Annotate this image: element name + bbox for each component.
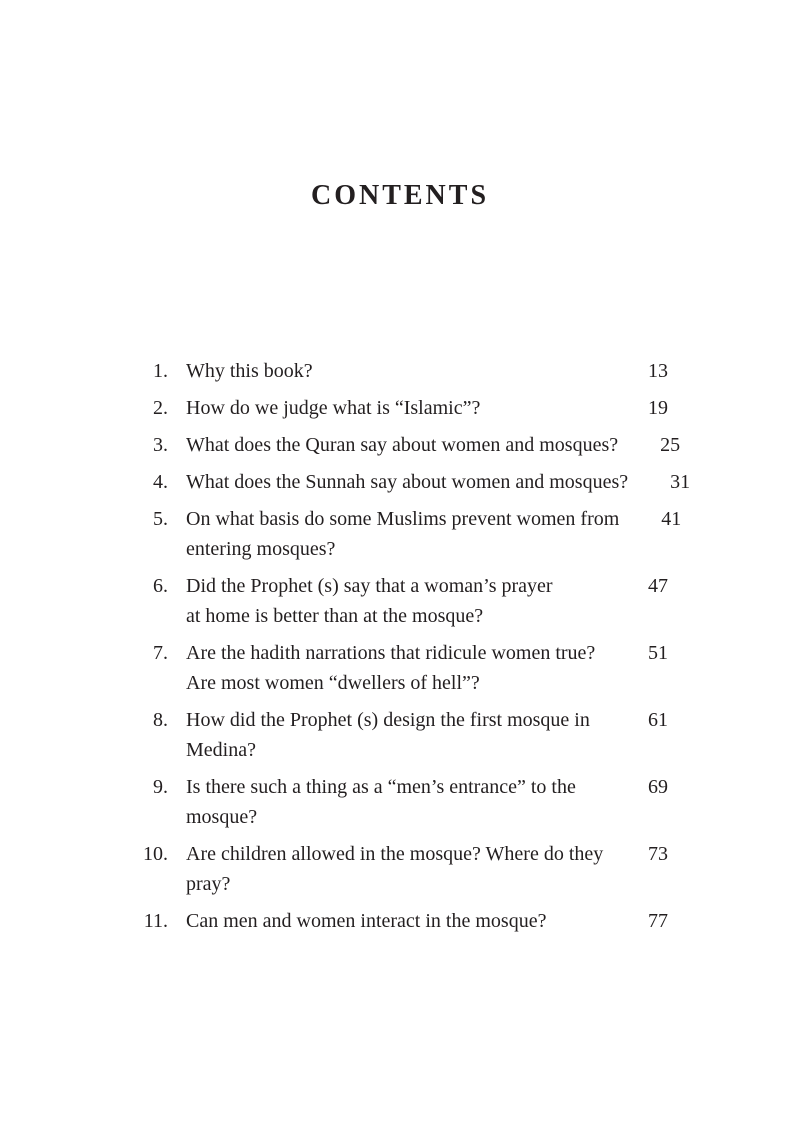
toc-entry-line: Why this book?: [186, 360, 313, 382]
toc-entry-number: 1.: [153, 360, 168, 382]
toc-entry: [130, 772, 668, 832]
toc-entry-title: [186, 839, 606, 899]
toc-entry-line: Are the hadith narrations that ridicule women true?: [186, 642, 596, 664]
toc-entry-page: 61: [648, 709, 668, 731]
toc-entry: [130, 430, 681, 460]
page-title: CONTENTS: [310, 180, 490, 211]
toc-entry-line: entering mosques?: [186, 538, 336, 560]
toc-entry-title: [186, 430, 618, 460]
toc-entry-page: 77: [648, 910, 668, 932]
toc-entry-title: [186, 571, 606, 631]
toc-entry-page: 31: [670, 471, 691, 493]
toc-entry-number: 2.: [153, 397, 168, 419]
toc-entry: [130, 839, 668, 899]
toc-entry: [130, 393, 668, 423]
toc-entry-line: Medina?: [186, 739, 256, 761]
toc-entry: [130, 638, 668, 698]
toc-entry-line: What does the Quran say about women and mosques?: [186, 434, 619, 456]
toc-entry-line: What does the Sunnah say about women and mosques?: [186, 471, 629, 493]
toc-entry-line: Is there such a thing as a “men’s entrance” to the: [186, 776, 576, 798]
toc-entry: [130, 571, 668, 631]
toc-entry-number: 8.: [153, 709, 168, 731]
toc-entry-line: How did the Prophet (s) design the first mosque in: [186, 709, 590, 731]
toc-entry-page: 73: [648, 843, 668, 865]
toc-entry-title: [186, 393, 606, 423]
toc-entry-line: mosque?: [186, 806, 258, 828]
toc-entry-line: at home is better than at the mosque?: [186, 605, 484, 627]
toc-entry-line: Can men and women interact in the mosque?: [186, 910, 547, 932]
toc-entry-number: 10.: [143, 843, 168, 865]
toc-entry-page: 19: [648, 397, 668, 419]
toc-entry-title: [186, 906, 606, 936]
toc-entry-title: [186, 356, 606, 386]
toc-entry-page: 69: [648, 776, 668, 798]
toc-entry-page: 13: [648, 360, 668, 382]
toc-entry-number: 5.: [153, 508, 168, 530]
toc-entry-page: 47: [648, 575, 668, 597]
toc-entry-line: Did the Prophet (s) say that a woman’s prayer: [186, 575, 553, 597]
toc-entry-line: On what basis do some Muslims prevent women from: [186, 508, 620, 530]
toc-entry: [130, 504, 682, 564]
toc-entry-title: [186, 467, 628, 497]
toc-entry: [130, 356, 668, 386]
toc-entry-page: 41: [661, 508, 682, 530]
toc-entry-page: 25: [660, 434, 681, 456]
toc-entry-number: 4.: [153, 471, 168, 493]
toc-entry-line: pray?: [186, 873, 231, 895]
toc-entry-number: 3.: [153, 434, 168, 456]
toc-entry-title: [186, 638, 606, 698]
toc-entry-line: Are children allowed in the mosque? Where do they: [186, 843, 604, 865]
toc-entry-number: 6.: [153, 575, 168, 597]
table-of-contents: [130, 356, 691, 936]
toc-entry: [130, 705, 668, 765]
toc-entry-title: [186, 705, 606, 765]
toc-entry-page: 51: [648, 642, 668, 664]
toc-entry-number: 7.: [153, 642, 168, 664]
toc-entry: [130, 467, 691, 497]
toc-entry-line: How do we judge what is “Islamic”?: [186, 397, 481, 419]
toc-entry-number: 9.: [153, 776, 168, 798]
toc-entry-number: 11.: [143, 910, 168, 932]
toc-entry: [130, 906, 668, 936]
toc-entry-title: [186, 504, 619, 564]
toc-entry-line: Are most women “dwellers of hell”?: [186, 672, 480, 694]
toc-entry-title: [186, 772, 606, 832]
